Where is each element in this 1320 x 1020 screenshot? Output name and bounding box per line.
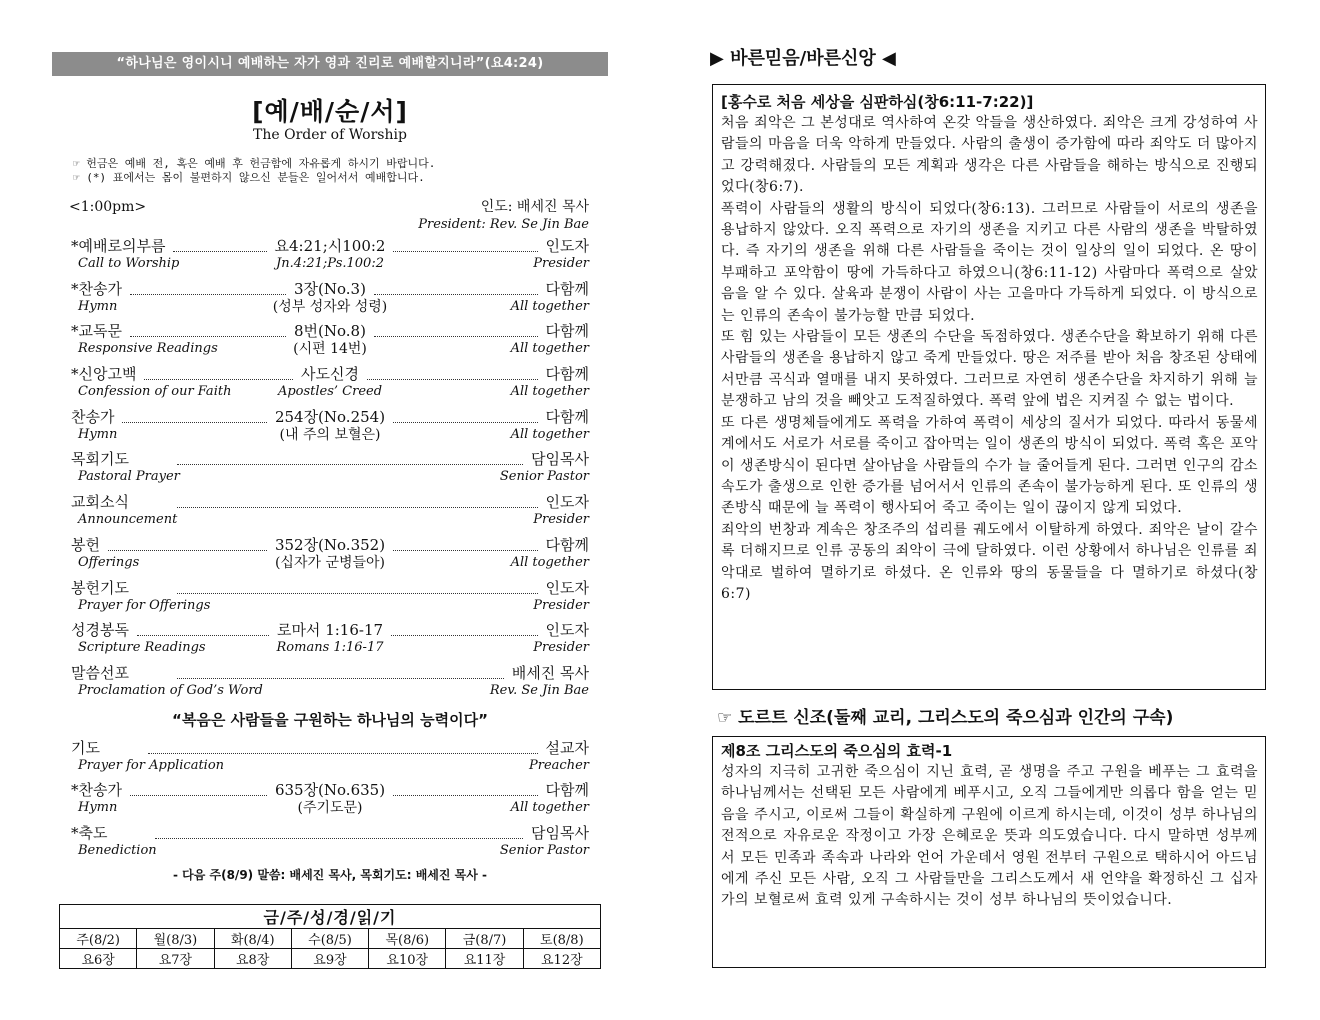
item-name-english: Hymn (78, 800, 118, 816)
dotted-leader (173, 251, 266, 252)
worship-item (52, 781, 608, 824)
item-person-english: All together (510, 341, 589, 357)
faith-paragraph: 폭력이 사람들의 생활의 방식이 되었다(창6:13). 그러므로 사람들이 서로의 생존을 용납하지 않았다. 오직 폭력으로 자기의 생존을 지키고 다른 사람의 생존을 박탈하였다. 즉 자기의 생존을 위해 다른 사람들을 죽이는 것이 일상의 일이 되었다. 온 땅이 부패하고 포악함이 땅에 가득하다고 하였으니(창6:11-12) 사람마다 폭력으로 살았음을 알 수 있다. 살육과 분쟁이 사람이 사는 고을마다 가득하게 되었다. 이 방식으로는 인류의 존속이 불가능할 만큼 되었다. (721, 200, 1258, 324)
dotted-leader (374, 336, 538, 337)
item-person-english: Presider (533, 640, 589, 656)
item-detail-sub: (내 주의 보혈은) (279, 426, 381, 443)
reading-title: 금/주/성/경/읽/기 (60, 905, 601, 929)
item-name-english: Pastoral Prayer (78, 469, 180, 485)
faith-paragraph: 또 힘 있는 사람들이 모든 생존의 수단을 독점하였다. 생존수단을 확보하기 위해 다른 사람들의 생존을 용납하지 않고 죽게 만들었다. 땅은 저주를 받아 처음 창조된 상태에서만큼 곡식과 열매를 내지 못하였다. 그러므로 자연히 생존수단을 차지하기 위해 늘 분쟁하고 남의 것을 빼앗고 도적질하였다. 폭력 앞에 법은 지켜질 수 없는 법이다. (721, 329, 1258, 410)
item-detail: 352장(No.352) (274, 535, 386, 554)
dotted-leader (367, 379, 538, 380)
item-person-english: Senior Pastor (499, 842, 589, 858)
item-person: 다함께 (545, 781, 589, 800)
worship-item (52, 824, 608, 867)
reading-chapter: 요10장 (369, 949, 446, 969)
worship-item (52, 664, 608, 707)
dotted-leader (374, 294, 538, 295)
faith-section-title: ▶ 바른믿음/바른신앙 ◀ (710, 48, 896, 69)
item-name-english: Announcement (78, 512, 178, 528)
note-line: ☞ 헌금은 예배 전, 혹은 예배 후 헌금함에 자유롭게 하시기 바랍니다. (73, 157, 436, 170)
dotted-leader (137, 635, 269, 636)
weekly-bible-reading-table (59, 904, 601, 969)
item-name-korean: 교회소식 (71, 493, 129, 512)
dotted-leader (130, 336, 286, 337)
faith-article-box (712, 84, 1266, 690)
item-name-english: Confession of our Faith (78, 384, 232, 400)
item-name-korean: *찬송가 (71, 781, 122, 800)
dotted-leader (393, 550, 537, 551)
item-detail-sub: (시편 14번) (293, 341, 367, 358)
item-person-english: Senior Pastor (499, 469, 589, 485)
item-detail: 로마서 1:16-17 (276, 621, 384, 640)
dotted-leader (155, 838, 523, 839)
dotted-leader (393, 422, 537, 423)
item-name-korean: *신앙고백 (71, 365, 137, 384)
reading-chapter: 요9장 (291, 949, 368, 969)
item-person-english: Preacher (529, 757, 589, 773)
faith-paragraph: 또 다른 생명체들에게도 폭력을 가하여 폭력이 세상의 질서가 되었다. 따라서 동물세계에서도 서로가 서로를 죽이고 잡아먹는 일이 생존의 방식이 되었다. 폭력 혹은 포악이 생존방식이 된다면 살아남을 사람들의 수가 늘 줄어들게 된다. 그러면 인구의 감소속도가 출생으로 인한 증가를 넘어서서 인류의 존속이 불가능하게 된다. 또 인류의 생존방식 때문에 늘 폭력이 행사되어 죽고 죽이는 일이 끊이지 않게 되었다. (721, 414, 1258, 517)
item-person-english: Rev. Se Jin Bae (489, 682, 589, 698)
worship-items-after-sermon (52, 739, 608, 867)
dotted-leader (130, 294, 286, 295)
item-detail: 요4:21;시100:2 (274, 237, 386, 255)
item-person: 인도자 (545, 493, 589, 512)
worship-item (52, 739, 608, 782)
item-person: 다함께 (545, 535, 589, 554)
worship-item (52, 408, 608, 451)
item-name-korean: 성경봉독 (71, 621, 129, 640)
item-person: 담임목사 (531, 823, 589, 842)
item-person: 다함께 (545, 322, 589, 341)
item-name-english: Offerings (78, 554, 140, 570)
worship-item (52, 579, 608, 622)
dotted-leader (122, 422, 266, 423)
worship-item (52, 280, 608, 323)
worship-item (52, 365, 608, 408)
item-detail: 3장(No.3) (294, 279, 366, 298)
item-person: 배세진 목사 (511, 663, 589, 682)
reading-chapter: 요6장 (60, 949, 137, 969)
verse-banner: “하나님은 영이시니 예배하는 자가 영과 진리로 예배할지니라”(요4:24) (52, 52, 608, 76)
reading-chapter: 요8장 (214, 949, 291, 969)
dotted-leader (177, 593, 538, 594)
item-name-english: Hymn (78, 426, 118, 442)
order-of-worship-page (52, 52, 608, 885)
faith-paragraph: 죄악의 번창과 계속은 창조주의 섭리를 궤도에서 이탈하게 하였다. 죄악은 날이 갈수록 더해지므로 인류 공동의 죄악이 극에 달하였다. 이런 상황에서 하나님은 인류를 죄악대로 벌하여 멸하기로 하셨다. 온 인류와 땅의 동물들을 다 멸하기로 하셨다(창6:7) (721, 521, 1258, 602)
next-week-notice: - 다음 주(8/9) 말씀: 배세진 목사, 목회기도: 배세진 목사 - (172, 867, 488, 882)
item-person: 인도자 (545, 578, 589, 597)
item-name-korean: 목회기도 (71, 450, 129, 469)
item-detail-sub: (주기도문) (297, 800, 363, 817)
item-detail: 254장(No.254) (274, 407, 386, 426)
service-leader (418, 199, 589, 233)
reading-day: 토(8/8) (523, 929, 600, 949)
item-name-english: Responsive Readings (78, 341, 218, 357)
item-person: 설교자 (545, 738, 589, 757)
item-detail-sub: Romans 1:16-17 (276, 640, 384, 656)
reading-chapter: 요7장 (137, 949, 214, 969)
worship-item (52, 621, 608, 664)
worship-item (52, 322, 608, 365)
worship-notes (73, 157, 608, 185)
dotted-leader (144, 379, 293, 380)
item-name-korean: 찬송가 (71, 407, 115, 426)
item-name-english: Hymn (78, 298, 118, 314)
dotted-leader (177, 464, 523, 465)
item-person: 다함께 (545, 279, 589, 298)
item-name-korean: *축도 (71, 823, 108, 842)
dort-section-title: ☞ 도르트 신조(둘째 교리, 그리스도의 죽으심과 인간의 구속) (717, 708, 1174, 728)
worship-item (52, 450, 608, 493)
item-person-english: All together (510, 426, 589, 442)
reading-day: 주(8/2) (60, 929, 137, 949)
item-name-english: Scripture Readings (78, 640, 206, 656)
leader-english: President: Rev. Se Jin Bae (418, 217, 589, 232)
item-person: 인도자 (545, 237, 589, 255)
reading-chapter: 요12장 (523, 949, 600, 969)
item-name-korean: *예배로의부름 (71, 237, 166, 255)
item-person: 담임목사 (531, 450, 589, 469)
item-name-english: Proclamation of God’s Word (78, 682, 263, 698)
item-name-korean: 봉헌 (71, 535, 100, 554)
worship-items (52, 237, 608, 707)
item-name-english: Call to Worship (78, 256, 180, 271)
item-person-english: Presider (533, 512, 589, 528)
item-person: 다함께 (545, 407, 589, 426)
faith-paragraph: 처음 죄악은 그 본성대로 역사하여 온갖 악들을 생산하였다. 죄악은 크게 강성하여 사람들의 마음을 더욱 악하게 만들었다. 사람의 출생이 증가함에 따라 죄악도 더 많아지고 강력해졌다. 사람들의 모든 계획과 생각은 다른 사람들을 해하는 방식으로 진행되었다(창6:7). (721, 115, 1258, 196)
item-person-english: All together (510, 298, 589, 314)
item-person: 다함께 (545, 365, 589, 384)
item-person-english: Presider (533, 597, 589, 613)
reading-day: 화(8/4) (214, 929, 291, 949)
sermon-motto: “복음은 사람들을 구원하는 하나님의 능력이다” (172, 710, 488, 729)
dotted-leader (130, 795, 267, 796)
item-person-english: All together (510, 384, 589, 400)
item-detail: 사도신경 (301, 365, 359, 384)
reading-day: 월(8/3) (137, 929, 214, 949)
item-name-korean: 말씀선포 (71, 663, 129, 682)
item-name-english: Prayer for Application (78, 757, 225, 773)
item-name-english: Benediction (78, 842, 157, 858)
worship-item (52, 536, 608, 579)
reading-day: 금(8/7) (446, 929, 523, 949)
page-subtitle: The Order of Worship (253, 127, 407, 143)
dotted-leader (393, 251, 537, 252)
dotted-leader (393, 795, 537, 796)
faith-article-title: [홍수로 처음 세상을 심판하심(창6:11-7:22)] (721, 93, 1034, 111)
item-detail-sub: (성부 성자와 성령) (272, 298, 388, 315)
item-person: 인도자 (545, 621, 589, 640)
dotted-leader (108, 550, 267, 551)
service-time-row (52, 199, 608, 233)
reading-day: 수(8/5) (291, 929, 368, 949)
item-detail-sub: Apostles’ Creed (277, 384, 383, 400)
leader-korean: 인도: 배세진 목사 (480, 199, 589, 215)
reading-chapters-row (60, 949, 601, 969)
item-detail-sub: Jn.4:21;Ps.100:2 (276, 256, 384, 271)
dotted-leader (148, 753, 538, 754)
note-line: ☞ (*) 표에서는 몸이 불편하지 않으신 분들은 일어서서 예배합니다. (73, 171, 425, 184)
dotted-leader (391, 635, 537, 636)
worship-item (52, 493, 608, 536)
item-detail-sub: (십자가 군병들아) (274, 554, 386, 571)
dotted-leader (177, 507, 538, 508)
item-name-english: Prayer for Offerings (78, 597, 211, 613)
reading-chapter: 요11장 (446, 949, 523, 969)
dotted-leader (177, 678, 504, 679)
item-name-korean: 봉헌기도 (71, 578, 129, 597)
item-name-korean: *교독문 (71, 322, 122, 341)
dort-article-box (712, 736, 1266, 968)
worship-item (52, 237, 608, 280)
faith-article-body (721, 113, 1258, 605)
reading-day: 목(8/6) (369, 929, 446, 949)
item-person-english: All together (510, 554, 589, 570)
item-person-english: Presider (533, 256, 589, 271)
item-name-korean: *찬송가 (71, 279, 122, 298)
dort-article-title: 제8조 그리스도의 죽으심의 효력-1 (721, 742, 953, 760)
service-time: <1:00pm> (69, 199, 147, 215)
item-person-english: All together (510, 800, 589, 816)
item-name-korean: 기도 (71, 738, 100, 757)
item-detail: 8번(No.8) (294, 322, 366, 341)
page-title: [예/배/순/서] (252, 97, 408, 126)
reading-days-row (60, 929, 601, 949)
item-detail: 635장(No.635) (274, 781, 386, 800)
dort-article-text: 성자의 지극히 고귀한 죽으심이 지닌 효력, 곧 생명을 주고 구원을 베푸는 그 효력을 하나님께서는 선택된 모든 사람에게 베푸시고, 오직 그들에게만 의롭다 함을 얻는 믿음을 주시고, 이로써 그들이 확실하게 구원에 이르게 하시는데, 이것이 성부 하나님의 전적으로 자유로운 작정이고 가장 은혜로운 뜻과 의도였습니다. 다시 말하면 성부께서 모든 민족과 족속과 나라와 언어 가운데서 영원 전부터 구원으로 택하시어 아드님에게 주신 모든 사람, 오직 그 사람들만을 그리스도께서 새 언약을 확정하신 그 십자가의 보혈로써 효력 있게 구속하시는 것이 성부 하나님의 뜻이었습니다. (721, 764, 1258, 909)
